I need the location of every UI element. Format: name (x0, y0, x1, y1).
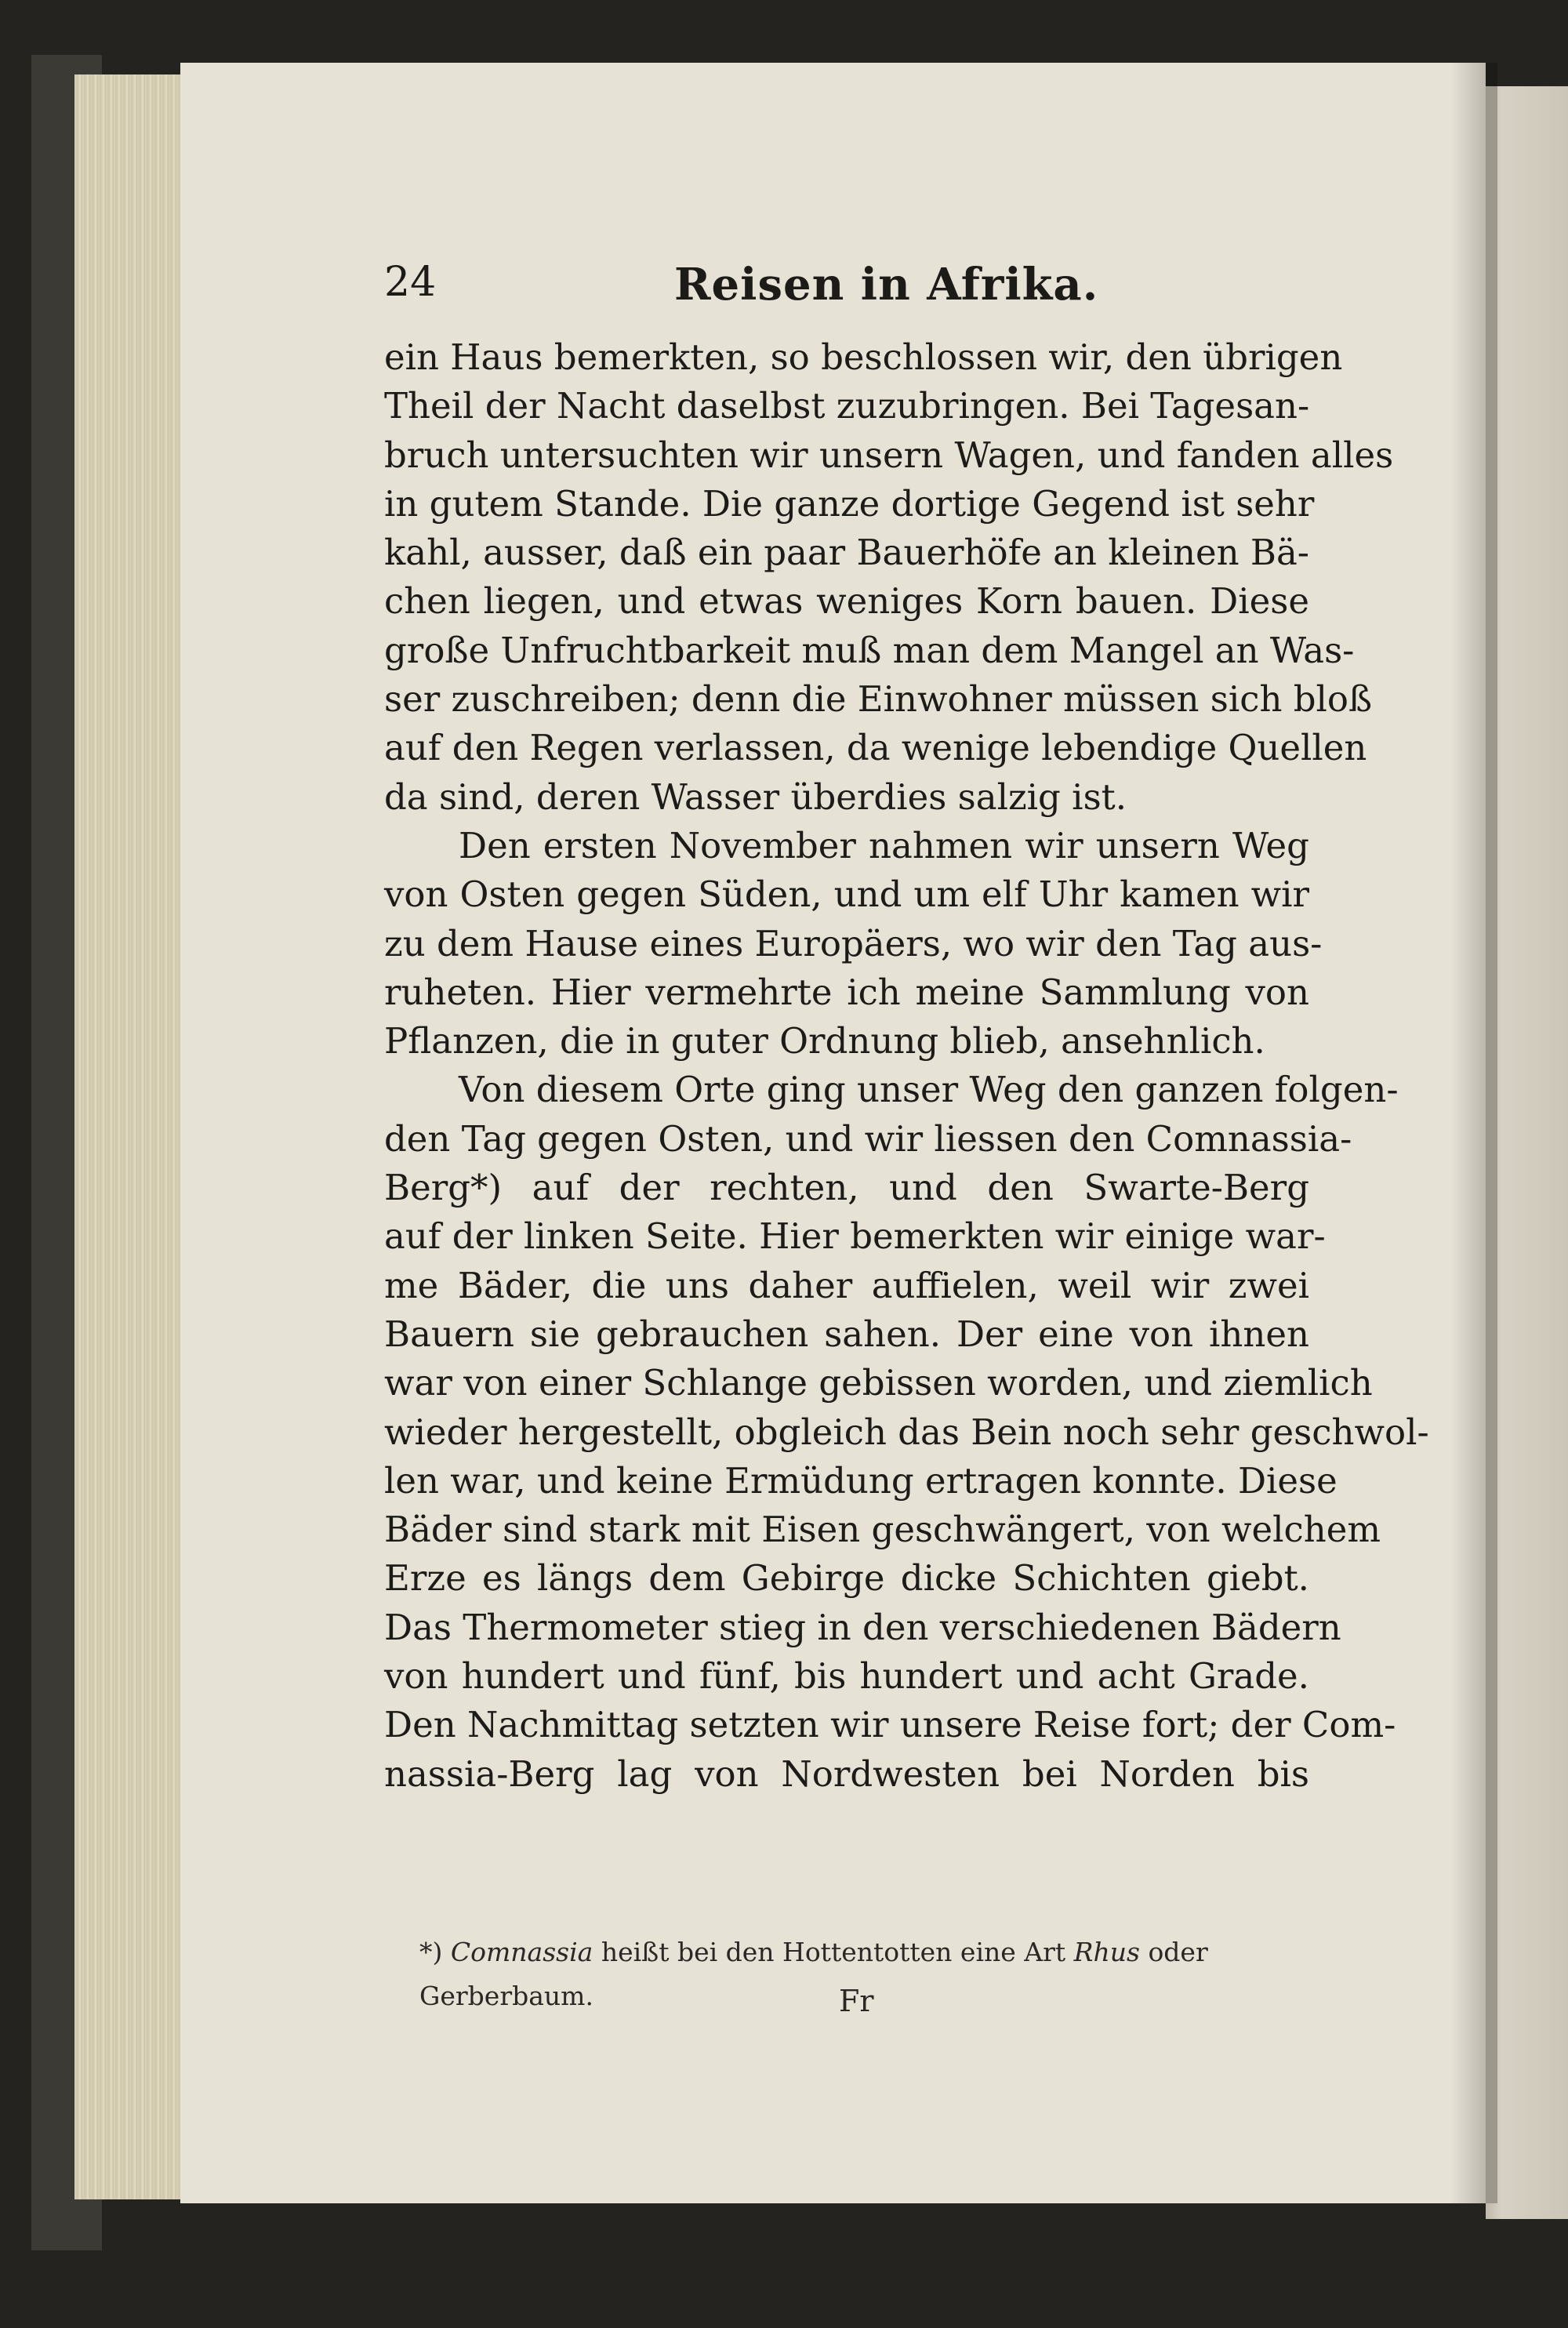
text-line: bruch untersuchten wir unsern Wagen, und fanden alles (384, 434, 1394, 476)
text-line: da sind, deren Wasser überdies salzig ist. (384, 775, 1127, 818)
text-line: wieder hergestellt, obgleich das Bein noch sehr geschwol- (384, 1411, 1429, 1453)
page-edges (74, 74, 192, 2199)
text-line: Bäder sind stark mit Eisen geschwängert, von welchem (384, 1509, 1381, 1551)
footnote-line-2: Gerberbaum. (419, 1981, 593, 2011)
text-line: chen liegen, und etwas weniges Korn bauen. Diese (384, 580, 1309, 623)
paragraph-start-line: Den ersten November nahmen wir unsern Weg (459, 824, 1309, 866)
footnote-rhus: Rhus (1073, 1937, 1140, 1967)
catchword: Fr (839, 1984, 874, 2018)
footnote-text: heißt bei den Hottentotten eine Art (601, 1937, 1066, 1967)
text-line: zu dem Hause eines Europäers, wo wir den Tag aus- (384, 922, 1323, 964)
paragraph-start-line: Von diesem Orte ging unser Weg den ganzen folgen- (459, 1069, 1399, 1111)
text-line: nassia-Berg lag von Nordwesten bei Norden bis (384, 1752, 1309, 1795)
facing-page-edge (1486, 86, 1568, 2219)
body-text (384, 333, 1429, 1799)
text-line: Bauern sie gebrauchen sahen. Der eine von ihnen (384, 1313, 1309, 1355)
text-line: Erze es längs dem Gebirge dicke Schichten giebt. (384, 1557, 1309, 1600)
text-line: ruheten. Hier vermehrte ich meine Sammlung von (384, 971, 1309, 1013)
text-line: ser zuschreiben; denn die Einwohner müssen sich bloß (384, 678, 1373, 721)
text-line: in gutem Stande. Die ganze dortige Gegend ist sehr (384, 482, 1315, 525)
text-line: len war, und keine Ermüdung ertragen konnte. Diese (384, 1459, 1338, 1502)
text-line: ein Haus bemerkten, so beschlossen wir, den übrigen (384, 336, 1343, 378)
footnote-term: Comnassia (450, 1937, 593, 1967)
page-number: 24 (384, 259, 437, 306)
text-line: große Unfruchtbarkeit muß man dem Mangel an Was- (384, 629, 1355, 671)
text-line: auf der linken Seite. Hier bemerkten wir einige war- (384, 1215, 1326, 1258)
running-title: Reisen in Afrika. (674, 259, 1099, 311)
text-line: kahl, ausser, daß ein paar Bauerhöfe an kleinen Bä- (384, 532, 1309, 574)
text-line: von Osten gegen Süden, und um elf Uhr kamen wir (384, 873, 1309, 916)
text-line: den Tag gegen Osten, und wir liessen den Comnassia- (384, 1117, 1352, 1160)
text-line: von hundert und fünf, bis hundert und acht Grade. (384, 1655, 1309, 1698)
footnote-marker: *) (419, 1937, 443, 1967)
footnote-text-end: oder (1148, 1937, 1208, 1967)
text-line: me Bäder, die uns daher auffielen, weil wir zwei (384, 1264, 1309, 1306)
text-line: Berg*) auf der rechten, und den Swarte-Berg (384, 1167, 1309, 1209)
gutter-shadow (1450, 63, 1497, 2203)
text-line: Theil der Nacht daselbst zuzubringen. Bei Tagesan- (384, 385, 1310, 427)
text-line: Den Nachmittag setzten wir unsere Reise fort; der Com- (384, 1704, 1396, 1746)
text-line: war von einer Schlange gebissen worden, und ziemlich (384, 1362, 1373, 1404)
text-line: Pflanzen, die in guter Ordnung blieb, ansehnlich. (384, 1020, 1265, 1062)
footnote-line (419, 1930, 1309, 1974)
text-line: auf den Regen verlassen, da wenige lebendige Quellen (384, 727, 1367, 769)
page-header (384, 259, 1309, 329)
text-line: Das Thermometer stieg in den verschiedenen Bädern (384, 1606, 1341, 1648)
